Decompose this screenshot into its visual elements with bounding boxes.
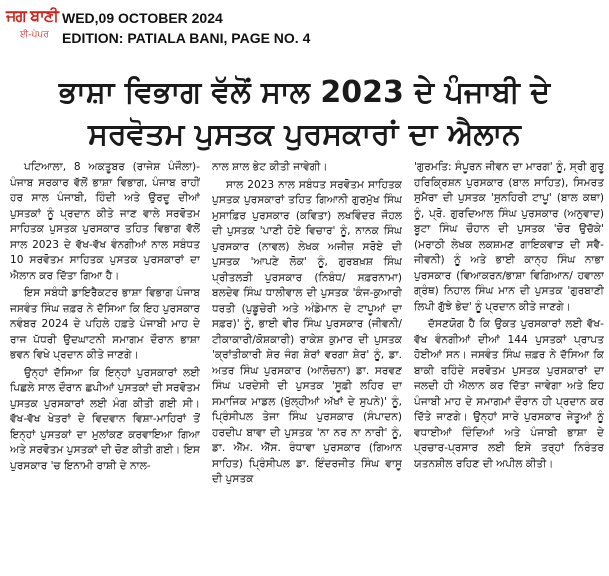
paragraph: ਇਸ ਸਬੰਧੀ ਡਾਇਰੈਕਟਰ ਭਾਸ਼ਾ ਵਿਭਾਗ ਪੰਜਾਬ ਜਸਵੰਤ ਸਿੰਘ ਜ਼ਫ਼ਰ ਨੇ ਦੱਸਿਆ ਕਿ ਇਹ ਪੁਰਸਕਾਰ ਨਵੰਬਰ 2024 ਦੇ ਪਹਿਲੇ ਹਫ਼ਤੇ ਪੰਜਾਬੀ ਮਾਹ ਦੇ ਰਾਜ ਪੱਧਰੀ ਉਦਘਾਟਨੀ ਸਮਾਗਮ ਦੌਰਾਨ ਭਾਸ਼ਾ ਭਵਨ ਵਿਖੇ ਪ੍ਰਦਾਨ ਕੀਤੇ ਜਾਣਗੇ। [10, 287, 200, 361]
paragraph: ਸਾਲ 2023 ਨਾਲ ਸਬੰਧਤ ਸਰਵੋਤਮ ਸਾਹਿਤਕ ਪੁਸਤਕ ਪੁਰਸਕਾਰਾਂ ਤਹਿਤ ਗਿਆਨੀ ਗੁਰਮੁੱਖ ਸਿੰਘ ਮੁਸਾਫ਼ਿਰ ਪੁਰਸਕਾਰ (ਕਵਿਤਾ) ਲਖਵਿੰਦਰ ਜੌਹਲ ਦੀ ਪੁਸਤਕ 'ਪਾਣੀ ਹੋਏ ਵਿਚਾਰ' ਨੂੰ, ਨਾਨਕ ਸਿੰਘ ਪੁਰਸਕਾਰ (ਨਾਵਲ) ਲੇਖਕ ਅਜੀਜ਼ ਸਰੋਏ ਦੀ ਪੁਸਤਕ 'ਆਪਣੇ ਲੋਕ' ਨੂੰ, ਗੁਰਬਖ਼ਸ਼ ਸਿੰਘ ਪ੍ਰੀਤਲੜੀ ਪੁਰਸਕਾਰ (ਨਿਬੰਧ/ ਸਫ਼ਰਨਾਮਾ) ਬਲਦੇਵ ਸਿੰਘ ਧਾਲੀਵਾਲ ਦੀ ਪੁਸਤਕ 'ਕੰਜ-ਕੁਆਰੀ ਧਰਤੀ (ਪੁਡੂਚੇਰੀ ਅਤੇ ਅੰਡੇਮਾਨ ਦੇ ਟਾਪੂਆਂ ਦਾ ਸਫ਼ਰ)' ਨੂੰ, ਭਾਈ ਵੀਰ ਸਿੰਘ ਪੁਰਸਕਾਰ (ਜੀਵਨੀ/ ਟੀਕਾਕਾਰੀ/ਕੋਸ਼ਕਾਰੀ) ਰਾਕੇਸ਼ ਕੁਮਾਰ ਦੀ ਪੁਸਤਕ 'ਕ੍ਰਾਂਤੀਕਾਰੀ ਸ਼ੇਰ ਜੰਗ ਸ਼ੇਰਾਂ ਵਰਗਾ ਸ਼ੇਰ' ਨੂੰ, ਡਾ. ਅਤਰ ਸਿੰਘ ਪੁਰਸਕਾਰ (ਆਲੋਚਨਾ) ਡਾ. ਸਰਵਣ ਸਿੰਘ ਪਰਦੇਸੀ ਦੀ ਪੁਸਤਕ 'ਸੂਫ਼ੀ ਲਹਿਰ ਦਾ ਸਮਾਜਿਕ ਮਾਡਲ (ਖੁੱਲ੍ਹੀਆਂ ਅੱਖਾਂ ਦੇ ਸੁਪਨੇ)' ਨੂੰ, ਪ੍ਰਿੰਸੀਪਲ ਤੇਜਾ ਸਿੰਘ ਪੁਰਸਕਾਰ (ਸੰਪਾਦਨ) ਹਰਦੀਪ ਬਾਵਾ ਦੀ ਪੁਸਤਕ 'ਨਾ ਨਰ ਨਾ ਨਾਰੀ' ਨੂੰ, ਡਾ. ਐੱਮ. ਐੱਸ. ਰੰਧਾਵਾ ਪੁਰਸਕਾਰ (ਗਿਆਨ ਸਾਹਿਤ) ਪ੍ਰਿੰਸੀਪਲ ਡਾ. ਇੰਦਰਜੀਤ ਸਿੰਘ ਵਾਸੂ ਦੀ ਪੁਸਤਕ [212, 178, 402, 485]
logo-subtext: ਈ-ਪੇਪਰ [20, 30, 49, 40]
logo-text: ਜਗ ਬਾਣੀ [6, 6, 58, 25]
newspaper-logo [6, 6, 60, 50]
headline [0, 72, 609, 156]
article-body [10, 160, 604, 576]
masthead [0, 0, 609, 70]
headline-line-2: ਸਰਵੋਤਮ ਪੁਸਤਕ ਪੁਰਸਕਾਰਾਂ ਦਾ ਐਲਾਨ [88, 117, 521, 152]
article-column-2 [212, 160, 402, 576]
paragraph: ਪਟਿਆਲਾ, 8 ਅਕਤੂਬਰ (ਰਾਜੇਸ਼ ਪੰਜੌਲਾ)- ਪੰਜਾਬ ਸਰਕਾਰ ਵੱਲੋਂ ਭਾਸ਼ਾ ਵਿਭਾਗ, ਪੰਜਾਬ ਰਾਹੀਂ ਹਰ ਸਾਲ ਪੰਜਾਬੀ, ਹਿੰਦੀ ਅਤੇ ਉਰਦੂ ਦੀਆਂ ਪੁਸਤਕਾਂ ਨੂੰ ਪ੍ਰਦਾਨ ਕੀਤੇ ਜਾਣ ਵਾਲੇ ਸਰਵੋਤਮ ਸਾਹਿਤਕ ਪੁਸਤਕ ਪੁਰਸਕਾਰ ਤਹਿਤ ਵਿਭਾਗ ਵੱਲੋਂ ਸਾਲ 2023 ਦੇ ਵੱਖ-ਵੱਖ ਵੰਨਗੀਆਂ ਨਾਲ ਸਬੰਧਤ 10 ਸਰਵੋਤਮ ਸਾਹਿਤਕ ਪੁਸਤਕ ਪੁਰਸਕਾਰਾਂ ਦਾ ਐਲਾਨ ਕਰ ਦਿੱਤਾ ਗਿਆ ਹੈ। [10, 161, 200, 282]
article-column-3 [414, 160, 604, 576]
paragraph: ਦੱਸਣਯੋਗ ਹੈ ਕਿ ਉਕਤ ਪੁਰਸਕਾਰਾਂ ਲਈ ਵੱਖ-ਵੱਖ ਵੰਨਗੀਆਂ ਦੀਆਂ 144 ਪੁਸਤਕਾਂ ਪ੍ਰਾਪਤ ਹੋਈਆਂ ਸਨ। ਜਸਵੰਤ ਸਿੰਘ ਜ਼ਫ਼ਰ ਨੇ ਦੱਸਿਆ ਕਿ ਬਾਕੀ ਰਹਿੰਦੇ ਸਰਵੋਤਮ ਪੁਸਤਕ ਪੁਰਸਕਾਰਾਂ ਦਾ ਜਲਦੀ ਹੀ ਐਲਾਨ ਕਰ ਦਿੱਤਾ ਜਾਵੇਗਾ ਅਤੇ ਇਹ ਪੰਜਾਬੀ ਮਾਹ ਦੇ ਸਮਾਗਮਾਂ ਦੌਰਾਨ ਹੀ ਪ੍ਰਦਾਨ ਕਰ ਦਿੱਤੇ ਜਾਣਗੇ। ਉਨ੍ਹਾਂ ਸਾਰੇ ਪੁਰਸਕਾਰ ਜੇਤੂਆਂ ਨੂੰ ਵਧਾਈਆਂ ਦਿੰਦਿਆਂ ਅਤੇ ਪੰਜਾਬੀ ਭਾਸ਼ਾ ਦੇ ਪ੍ਰਚਾਰ-ਪ੍ਰਸਾਰ ਲਈ ਇਸੇ ਤਰ੍ਹਾਂ ਨਿਰੰਤਰ ਯਤਨਸ਼ੀਲ ਰਹਿਣ ਦੀ ਅਪੀਲ ਕੀਤੀ। [414, 318, 604, 470]
paragraph: ਨਾਲ ਸ਼ਾਲ ਭੇਟ ਕੀਤੀ ਜਾਵੇਗੀ। [212, 161, 328, 173]
edition-meta [62, 8, 310, 48]
headline-line-1: ਭਾਸ਼ਾ ਵਿਭਾਗ ਵੱਲੋਂ ਸਾਲ 2023 ਦੇ ਪੰਜਾਬੀ ਦੇ [58, 75, 551, 110]
date-line: WED,09 OCTOBER 2024 [62, 10, 223, 26]
article-column-1 [10, 160, 200, 576]
paragraph: 'ਗੁਰਮਤਿ: ਸੰਪੂਰਨ ਜੀਵਨ ਦਾ ਮਾਰਗ' ਨੂੰ, ਸ੍ਰੀ ਗੁਰੂ ਹਰਿਕ੍ਰਿਸ਼ਨ ਪੁਰਸਕਾਰ (ਬਾਲ ਸਾਹਿਤ), ਸਿਮਰਤ ਸੁਮੈਰਾ ਦੀ ਪੁਸਤਕ 'ਸੁਨਹਿਰੀ ਟਾਪੂ' (ਬਾਲ ਕਥਾ) ਨੂੰ, ਪ੍ਰੋ. ਗੁਰਦਿਆਲ ਸਿੰਘ ਪੁਰਸਕਾਰ (ਅਨੁਵਾਦ) ਬੂਟਾ ਸਿੰਘ ਚੌਹਾਨ ਦੀ ਪੁਸਤਕ 'ਚੋਰ ਉਚੱਕੇ' (ਮਰਾਠੀ ਲੇਖਕ ਲਕਸ਼ਮਣ ਗਾਇਕਵਾੜ ਦੀ ਸਵੈ-ਜੀਵਨੀ) ਨੂੰ ਅਤੇ ਭਾਈ ਕਾਨ੍ਹ ਸਿੰਘ ਨਾਭਾ ਪੁਰਸਕਾਰ (ਵਿਆਕਰਨ/ਭਾਸ਼ਾ ਵਿਗਿਆਨ/ ਹਵਾਲਾ ਗ੍ਰੰਥ) ਨਿਹਾਲ ਸਿੰਘ ਮਾਨ ਦੀ ਪੁਸਤਕ 'ਗੁਰਬਾਣੀ ਲਿਪੀ ਗੁੱਝੇ ਭੇਦ' ਨੂੰ ਪ੍ਰਦਾਨ ਕੀਤੇ ਜਾਣਗੇ। [414, 161, 604, 313]
edition-line: EDITION: PATIALA BANI, PAGE NO. 4 [62, 30, 311, 46]
paragraph: ਉਨ੍ਹਾਂ ਦੱਸਿਆ ਕਿ ਇਨ੍ਹਾਂ ਪੁਰਸਕਾਰਾਂ ਲਈ ਪਿਛਲੇ ਸਾਲ ਦੌਰਾਨ ਛਪੀਆਂ ਪੁਸਤਕਾਂ ਦੀ ਸਰਵੋਤਮ ਪੁਸਤਕ ਪੁਰਸਕਾਰਾਂ ਲਈ ਮੰਗ ਕੀਤੀ ਗਈ ਸੀ। ਵੱਖ-ਵੱਖ ਖੇਤਰਾਂ ਦੇ ਵਿਦਵਾਨ ਵਿਸ਼ਾ-ਮਾਹਿਰਾਂ ਤੋਂ ਇਨ੍ਹਾਂ ਪੁਸਤਕਾਂ ਦਾ ਮੁਲਾਂਕਣ ਕਰਵਾਇਆ ਗਿਆ ਅਤੇ ਸਰਵੋਤਮ ਪੁਸਤਕਾਂ ਦੀ ਚੋਣ ਕੀਤੀ ਗਈ। ਇਸ ਪੁਰਸਕਾਰ 'ਚ ਇਨਾਮੀ ਰਾਸ਼ੀ ਦੇ ਨਾਲ- [10, 366, 200, 472]
